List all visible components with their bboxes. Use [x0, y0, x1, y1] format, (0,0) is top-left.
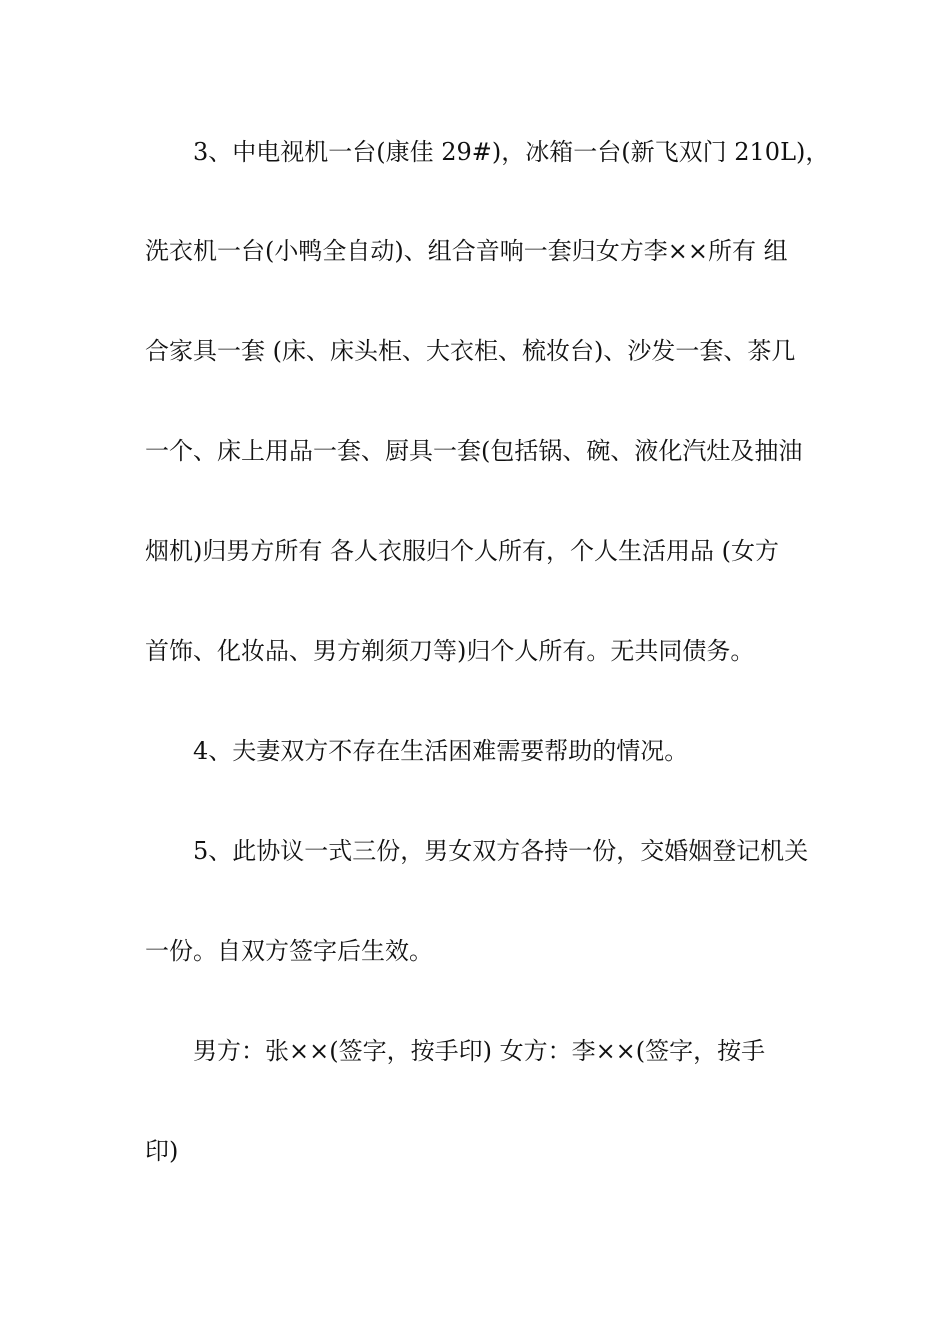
signature-line-2: 印) — [145, 1137, 179, 1165]
clause-5-line-1: 5、此协议一式三份，男女双方各持一份，交婚姻登记机关 — [193, 837, 809, 865]
clause-3-line-4: 一个、床上用品一套、厨具一套(包括锅、碗、液化汽灶及抽油 — [145, 437, 803, 465]
clause-3-line-5: 烟机)归男方所有 各人衣服归个人所有，个人生活用品 (女方 — [145, 537, 779, 565]
clause-3-line-3: 合家具一套 (床、床头柜、大衣柜、梳妆台)、沙发一套、茶几 — [145, 337, 796, 365]
signature-line-1: 男方：张××(签字，按手印) 女方：李××(签字，按手 — [193, 1037, 766, 1065]
clause-4-line-1: 4、夫妻双方不存在生活困难需要帮助的情况。 — [193, 737, 689, 765]
clause-3-line-6: 首饰、化妆品、男方剃须刀等)归个人所有。无共同债务。 — [145, 637, 755, 665]
clause-5-line-2: 一份。自双方签字后生效。 — [145, 937, 433, 965]
clause-3-line-2: 洗衣机一台(小鸭全自动)、组合音响一套归女方李××所有 组 — [145, 237, 788, 265]
clause-3-line-1: 3、中电视机一台(康佳 29#)，冰箱一台(新飞双门 210L)， — [193, 138, 830, 166]
